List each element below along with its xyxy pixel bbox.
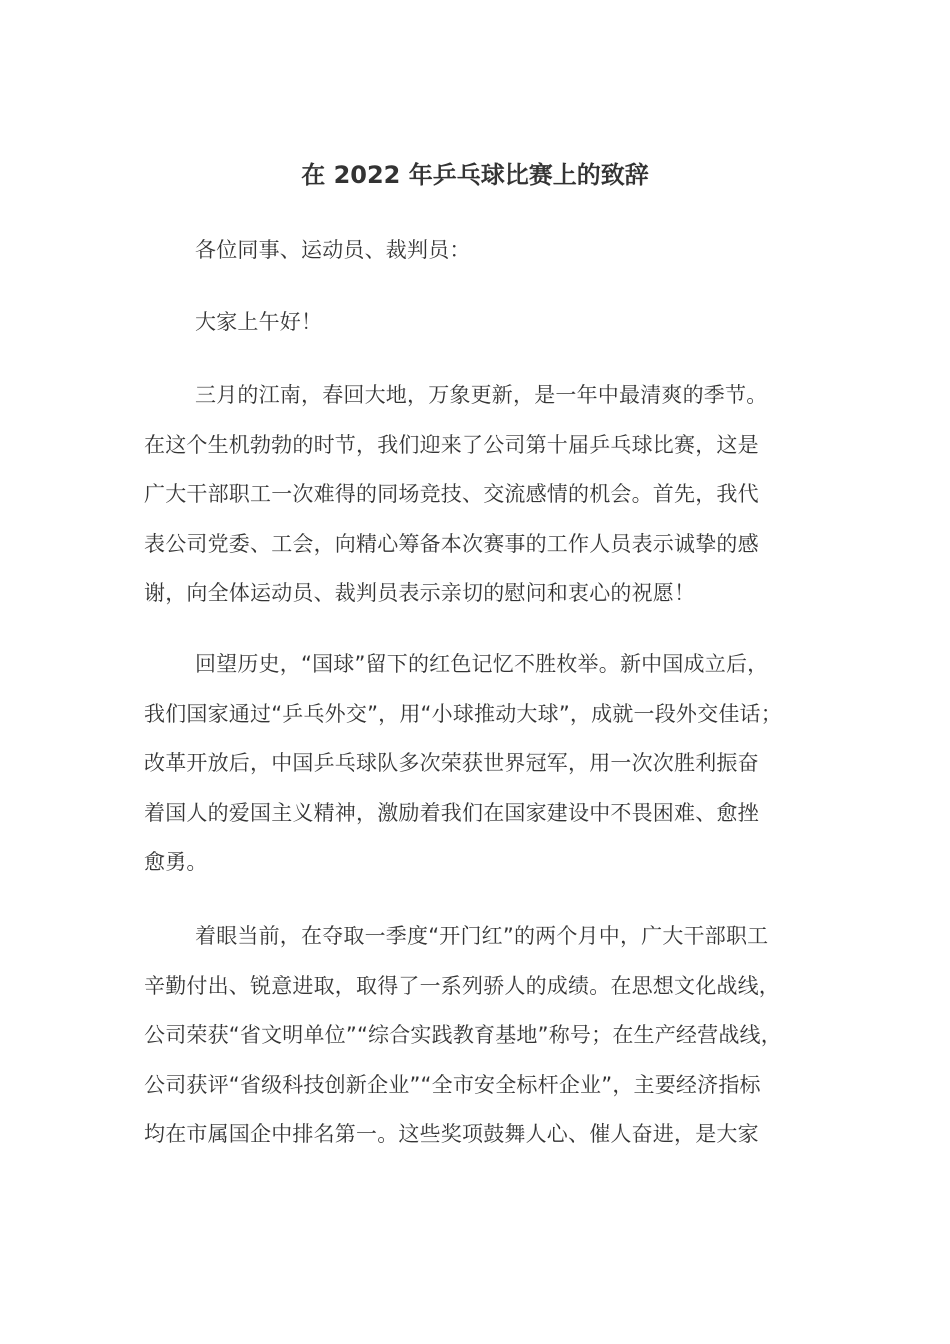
paragraph-line: 谢，向全体运动员、裁判员表示亲切的慰问和衷心的祝愿！ bbox=[144, 581, 696, 605]
salutation-line: 各位同事、运动员、裁判员： bbox=[195, 238, 471, 262]
paragraph-line: 公司获评“省级科技创新企业”“全市安全标杆企业”，主要经济指标 bbox=[144, 1072, 761, 1097]
paragraph-line: 着国人的爱国主义精神，激励着我们在国家建设中不畏困难、愈挫 bbox=[144, 800, 759, 825]
paragraph-line: 改革开放后，中国乒乓球队多次荣获世界冠军，用一次次胜利振奋 bbox=[144, 751, 759, 775]
paragraph-line: 表公司党委、工会，向精心筹备本次赛事的工作人员表示诚挚的感 bbox=[144, 531, 759, 556]
paragraph-line: 我们国家通过“乒乓外交”，用“小球推动大球”，成就一段外交佳话； bbox=[144, 701, 782, 726]
greeting-line: 大家上午好！ bbox=[195, 310, 323, 334]
salutation bbox=[144, 226, 816, 276]
paragraph-line: 回望历史，“国球”留下的红色记忆不胜枚举。新中国成立后， bbox=[195, 652, 769, 676]
paragraph-line: 公司荣获“省文明单位”“综合实践教育基地”称号；在生产经营战线， bbox=[144, 1023, 782, 1047]
paragraph-line: 愈勇。 bbox=[144, 850, 208, 874]
paragraph-line: 在这个生机勃勃的时节，我们迎来了公司第十届乒乓球比赛，这是 bbox=[144, 432, 759, 457]
paragraph-line: 广大干部职工一次难得的同场竞技、交流感情的机会。首先，我代 bbox=[144, 482, 759, 506]
paragraph-line: 着眼当前，在夺取一季度“开门红”的两个月中，广大干部职工 bbox=[195, 924, 769, 948]
paragraph-1 bbox=[144, 371, 816, 619]
paragraph-2 bbox=[144, 640, 816, 888]
document-title: 在 2022 年乒乓球比赛上的致辞 bbox=[301, 161, 649, 189]
paragraph-line: 三月的江南，春回大地，万象更新，是一年中最清爽的季节。 bbox=[195, 383, 768, 407]
paragraph-line: 辛勤付出、锐意进取，取得了一系列骄人的成绩。在思想文化战线， bbox=[144, 973, 780, 998]
greeting bbox=[144, 298, 816, 348]
paragraph-3 bbox=[144, 912, 816, 1160]
paragraph-line: 均在市属国企中排名第一。这些奖项鼓舞人心、催人奋进，是大家 bbox=[144, 1122, 759, 1146]
